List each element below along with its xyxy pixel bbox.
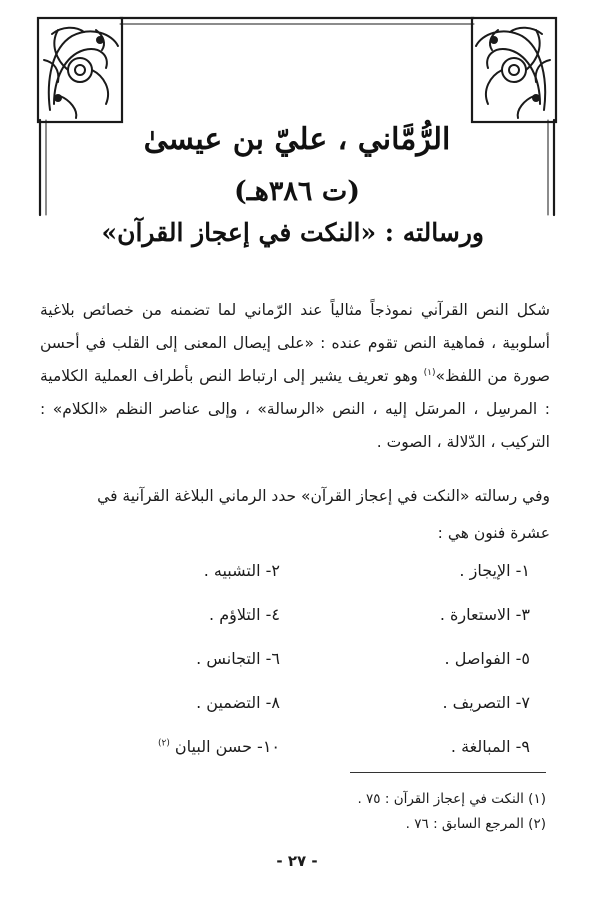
corner-ornament-right xyxy=(472,18,556,122)
list-item: ١٠- حسن البيان $^{(٢)}$ xyxy=(157,737,280,756)
corner-ornament-left xyxy=(38,18,122,122)
list-item: ٥- الفواصل . xyxy=(444,649,530,668)
paragraph-list-intro: عشرة فنون هي : xyxy=(437,524,550,542)
paragraph-intro-part1: شكل النص القرآني نموذجاً مثالياً عند الرّماني لما تضمنه من خصائص بلاغية أسلوبية ، فماهية النص تقوم عنده : «على إيصال المعنى إلى القلب في أحسن صورة من اللفظ» xyxy=(40,301,550,385)
list-item: ٤- التلاؤم . xyxy=(209,605,280,624)
list-item: ٧- التصريف . xyxy=(442,693,530,712)
arts-list xyxy=(40,556,550,776)
footnote-2: (٢) المرجع السابق : ٧٦ . xyxy=(405,816,546,832)
list-row xyxy=(40,688,550,732)
footnote-ref-1[interactable]: (١) xyxy=(423,367,436,378)
paragraph-intro-part2: وهو تعريف يشير إلى ارتباط النص بأطراف العملية الكلامية : المرسِل ، المرسَل إليه ، النص «الرسالة» ، وإلى عناصر النظم «الكلام» : التركيب ، الدّلالة ، الصوت . xyxy=(40,367,550,451)
list-item: ٢- التشبيه . xyxy=(203,561,280,580)
list-item: ٦- التجانس . xyxy=(196,649,280,668)
paragraph-risala: وفي رسالته «النكت في إعجاز القرآن» حدد الرماني البلاغة القرآنية في xyxy=(97,487,550,505)
footnote-divider xyxy=(350,772,546,773)
page-number: - ٢٧ - xyxy=(276,852,318,870)
list-item: ٨- التضمين . xyxy=(196,693,280,712)
chapter-title: الرُّمَّاني ، عليّ بن عيسىٰ xyxy=(143,122,451,157)
list-row xyxy=(40,644,550,688)
paragraph-intro xyxy=(40,294,550,459)
list-item: ١- الإيجاز . xyxy=(459,561,530,580)
list-row xyxy=(40,556,550,600)
list-item: ٩- المبالغة . xyxy=(450,737,530,756)
chapter-subtitle: ورسالته : «النكت في إعجاز القرآن» xyxy=(101,218,484,247)
footnote-ref-2[interactable]: (٢) xyxy=(157,738,170,749)
list-row xyxy=(40,600,550,644)
list-item: ٣- الاستعارة . xyxy=(439,605,530,624)
chapter-death-date: (ت ٣٨٦هـ) xyxy=(233,176,361,207)
list-row xyxy=(40,732,550,776)
footnote-1: (١) النكت في إعجاز القرآن : ٧٥ . xyxy=(357,791,546,807)
